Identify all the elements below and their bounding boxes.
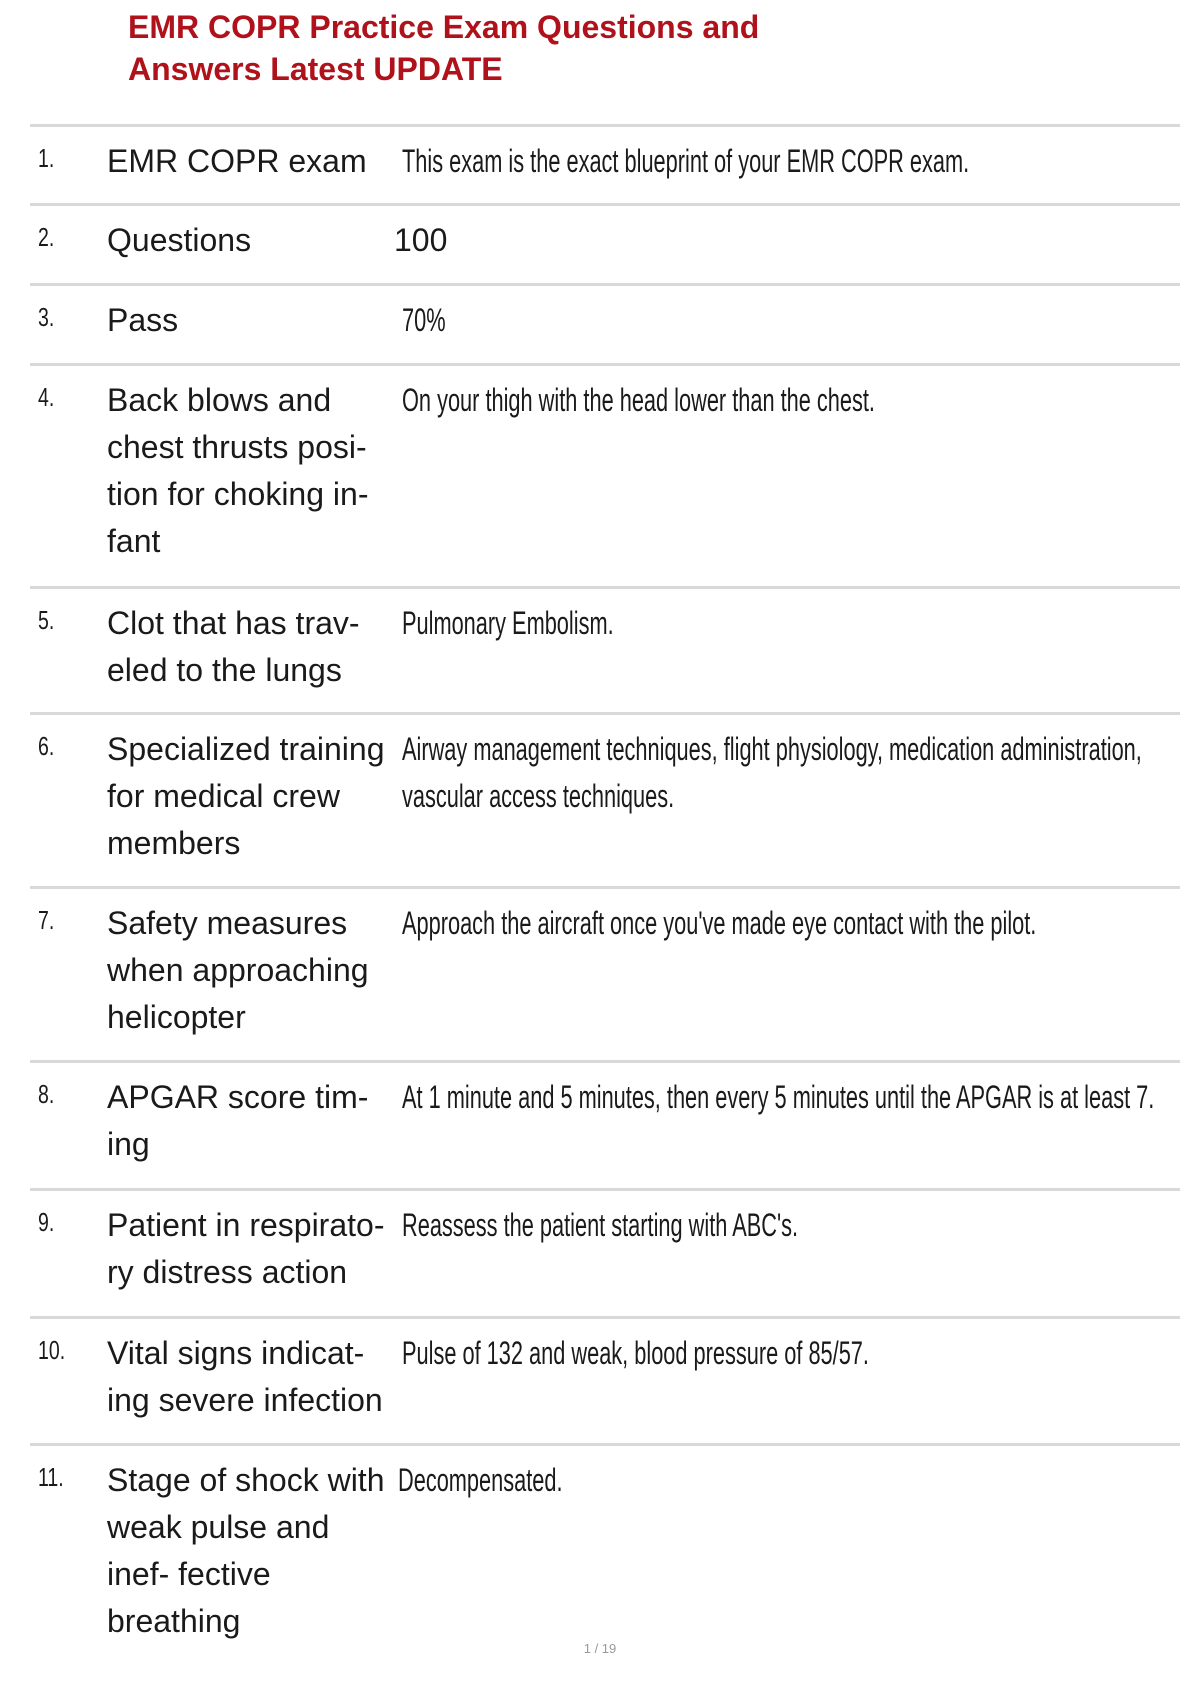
item-term: EMR COPR exam (107, 143, 367, 179)
item-number: 3. (38, 302, 55, 332)
item-definition: 100 (394, 222, 448, 258)
item-definition: On your thigh with the head lower than the chest. (402, 382, 875, 418)
item-definition: Reassess the patient starting with ABC's. (402, 1207, 799, 1243)
item-number: 11. (38, 1462, 64, 1492)
item-number: 1. (38, 143, 55, 173)
document-title-line-1: EMR COPR Practice Exam Questions and (128, 9, 760, 45)
qa-item-5 (30, 589, 1180, 715)
item-number: 10. (38, 1335, 66, 1365)
item-definition: 70% (402, 302, 446, 338)
item-term: Vital signs indicat- ing severe infection (107, 1335, 383, 1418)
item-definition: At 1 minute and 5 minutes, then every 5 minutes until the APGAR is at least 7. (402, 1079, 1155, 1115)
item-number: 7. (38, 905, 55, 935)
item-term: Safety measures when approaching helicopter (107, 905, 369, 1035)
item-number: 9. (38, 1207, 55, 1237)
item-term: Stage of shock with weak pulse and inef- fective breathing (107, 1462, 385, 1639)
item-definition: This exam is the exact blueprint of your EMR COPR exam. (402, 143, 970, 179)
qa-item-7 (30, 889, 1180, 1063)
item-number: 6. (38, 731, 55, 761)
item-number: 4. (38, 382, 55, 412)
qa-item-3 (30, 286, 1180, 366)
item-term: Pass (107, 302, 179, 338)
item-term: Questions (107, 222, 252, 258)
document-title (128, 6, 828, 90)
item-term: Back blows and chest thrusts posi- tion for choking in- fant (107, 382, 369, 559)
qa-item-8 (30, 1063, 1180, 1191)
item-number: 8. (38, 1079, 55, 1109)
item-number: 5. (38, 605, 55, 635)
page-indicator: 1 / 19 (583, 1641, 617, 1656)
qa-item-1 (30, 127, 1180, 206)
item-definition: Airway management techniques, flight physiology, medication administration, vascular access techniques. (402, 731, 1142, 814)
item-term: APGAR score tim- ing (107, 1079, 369, 1162)
document-title-line-2: Answers Latest UPDATE (128, 51, 503, 87)
qa-item-6 (30, 715, 1180, 889)
item-definition: Decompensated. (398, 1462, 563, 1498)
qa-item-2 (30, 206, 1180, 286)
item-definition: Pulse of 132 and weak, blood pressure of 85/57. (402, 1335, 869, 1371)
item-term: Patient in respirato- ry distress action (107, 1207, 385, 1290)
item-definition: Pulmonary Embolism. (402, 605, 614, 641)
qa-item-10 (30, 1319, 1180, 1446)
qa-item-11 (30, 1446, 1180, 1639)
item-number: 2. (38, 222, 55, 252)
item-definition: Approach the aircraft once you've made eye contact with the pilot. (402, 905, 1037, 941)
qa-item-4 (30, 366, 1180, 589)
item-term: Specialized training for medical crew members (107, 731, 385, 861)
question-answer-list (30, 124, 1180, 1639)
qa-item-9 (30, 1191, 1180, 1319)
item-term: Clot that has trav- eled to the lungs (107, 605, 360, 688)
